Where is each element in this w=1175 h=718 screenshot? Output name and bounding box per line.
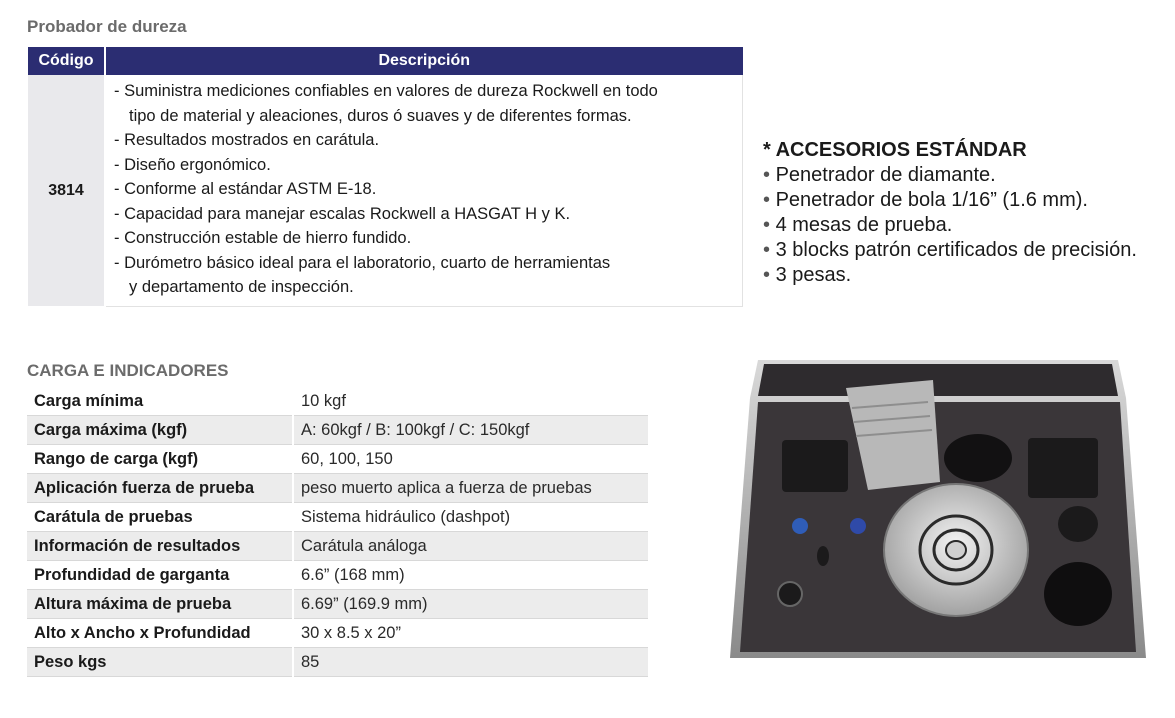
table-row bbox=[27, 561, 648, 590]
spec-value: 85 bbox=[293, 648, 648, 677]
table-row bbox=[27, 532, 648, 561]
block-left bbox=[782, 440, 848, 492]
diamond-penetrator bbox=[792, 518, 808, 534]
spec-value: 10 kgf bbox=[293, 387, 648, 416]
accessory-item bbox=[763, 188, 1163, 213]
table-row bbox=[27, 474, 648, 503]
accessory-text: Penetrador de bola 1/16” (1.6 mm). bbox=[775, 189, 1088, 211]
block-right bbox=[1028, 438, 1098, 498]
desc-line: - Durómetro básico ideal para el laboratorio, cuarto de herramientas bbox=[114, 253, 611, 272]
accessory-item bbox=[763, 213, 1163, 238]
spec-value: 6.69” (169.9 mm) bbox=[293, 590, 648, 619]
table-row bbox=[27, 387, 648, 416]
table-row bbox=[27, 619, 648, 648]
accessories-title: * ACCESORIOS ESTÁNDAR bbox=[763, 139, 1027, 161]
spec-label: Alto x Ancho x Profundidad bbox=[27, 619, 293, 648]
desc-line: - Construcción estable de hierro fundido. bbox=[114, 229, 412, 247]
weight-nut bbox=[1058, 506, 1098, 542]
table-row bbox=[27, 503, 648, 532]
accessory-text: 3 pesas. bbox=[775, 264, 852, 286]
accessories-block bbox=[763, 138, 1163, 288]
case-lid bbox=[758, 364, 1118, 396]
accessory-text: 4 mesas de prueba. bbox=[775, 214, 953, 236]
accessory-item bbox=[763, 163, 1163, 188]
bullet-icon: • bbox=[763, 189, 771, 211]
product-code: 3814 bbox=[28, 75, 105, 306]
bullet-icon: • bbox=[763, 264, 771, 286]
description-table bbox=[28, 47, 743, 307]
spec-label: Peso kgs bbox=[27, 648, 293, 677]
desc-line: - Conforme al estándar ASTM E-18. bbox=[114, 180, 377, 198]
spec-value: 60, 100, 150 bbox=[293, 445, 648, 474]
accessory-item bbox=[763, 263, 1163, 288]
spec-value: peso muerto aplica a fuerza de pruebas bbox=[293, 474, 648, 503]
spec-value: 30 x 8.5 x 20” bbox=[293, 619, 648, 648]
bullet-icon: • bbox=[763, 164, 771, 186]
accessory-text: Penetrador de diamante. bbox=[775, 164, 996, 186]
spec-value: 6.6” (168 mm) bbox=[293, 561, 648, 590]
desc-line: y departamento de inspección. bbox=[129, 278, 354, 296]
ball-penetrator bbox=[850, 518, 866, 534]
spec-value: Carátula análoga bbox=[293, 532, 648, 561]
spec-label: Aplicación fuerza de prueba bbox=[27, 474, 293, 503]
accessory-item bbox=[763, 238, 1163, 263]
spec-label: Rango de carga (kgf) bbox=[27, 445, 293, 474]
header-code: Código bbox=[28, 47, 105, 75]
desc-line: tipo de material y aleaciones, duros ó suaves y de diferentes formas. bbox=[129, 106, 632, 125]
section-title-tester: Probador de dureza bbox=[27, 17, 187, 36]
anvil bbox=[944, 434, 1012, 482]
spec-label: Información de resultados bbox=[27, 532, 293, 561]
desc-line: - Diseño ergonómico. bbox=[114, 155, 271, 174]
spec-label: Altura máxima de prueba bbox=[27, 590, 293, 619]
description-cell bbox=[105, 75, 743, 306]
weight bbox=[1044, 562, 1112, 626]
header-description: Descripción bbox=[105, 47, 743, 75]
table-row bbox=[27, 416, 648, 445]
spec-label: Profundidad de garganta bbox=[27, 561, 293, 590]
bullet-icon: • bbox=[763, 214, 771, 236]
spec-label: Carga máxima (kgf) bbox=[27, 416, 293, 445]
section-title-load: CARGA E INDICADORES bbox=[27, 361, 229, 380]
accessory-case-image bbox=[728, 358, 1148, 670]
accessory-text: 3 blocks patrón certificados de precisión. bbox=[775, 239, 1137, 261]
spec-label: Carátula de pruebas bbox=[27, 503, 293, 532]
bullet-icon: • bbox=[763, 239, 771, 261]
specs-table bbox=[27, 387, 648, 677]
spec-label: Carga mínima bbox=[27, 387, 293, 416]
spec-value: A: 60kgf / B: 100kgf / C: 150kgf bbox=[293, 416, 648, 445]
desc-line: - Resultados mostrados en carátula. bbox=[114, 131, 380, 149]
table-row bbox=[27, 648, 648, 677]
desc-line: - Suministra mediciones confiables en valores de dureza Rockwell en todo bbox=[114, 82, 658, 100]
desc-line: - Capacidad para manejar escalas Rockwell a HASGAT H y K. bbox=[114, 204, 571, 223]
table-row bbox=[27, 445, 648, 474]
spec-value: Sistema hidráulico (dashpot) bbox=[293, 503, 648, 532]
table-row bbox=[27, 590, 648, 619]
